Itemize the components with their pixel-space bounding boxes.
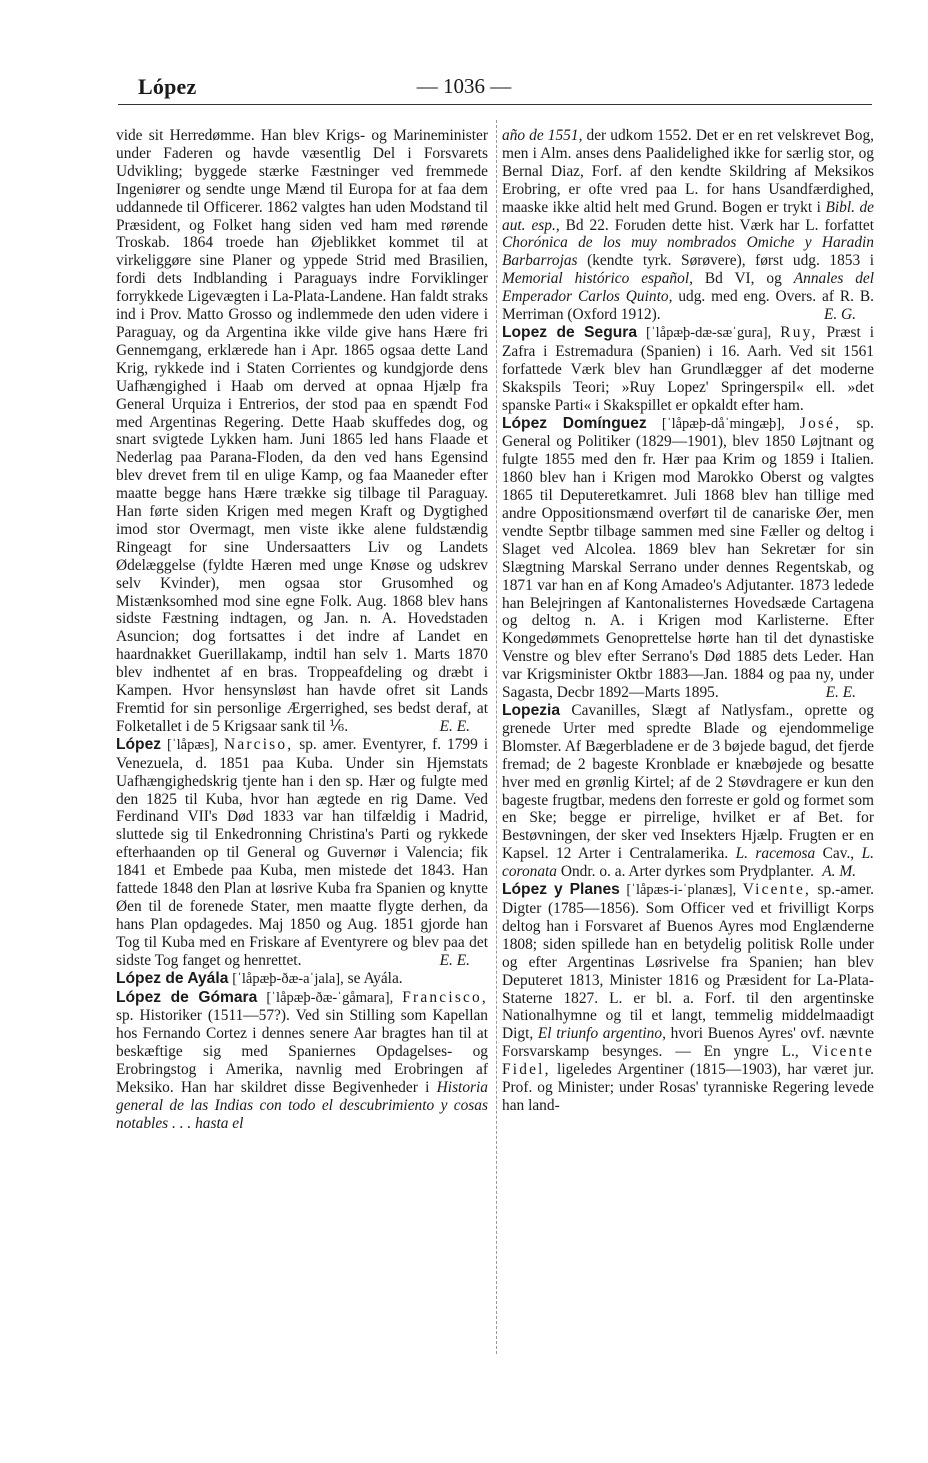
page-number: — 1036 — (416, 74, 512, 98)
paragraph-text: udg. med eng. Overs. af R. B. Merriman (Oxford 1912). (502, 288, 874, 324)
entry-text: Ondr. o. a. Arter dyrkes som Prydplanter. (560, 863, 814, 881)
entry-headword: Lopez de Segura (502, 323, 638, 341)
gomara-continuation-paragraph (502, 127, 874, 324)
pronunciation: [ˈlåpæs], (166, 736, 219, 753)
paragraph-text: (kendte tyrk. Sørøvere), først udg. 1853 i (587, 252, 874, 270)
work-title: Chorónica de los muy nombrados Omiche y Haradin Barbarrojas (502, 234, 874, 270)
right-column (502, 127, 874, 1115)
given-name: Narciso, (224, 735, 294, 753)
entry-text: sp. General og Politiker (1829—1901), blev 1850 Løjtnant og fulgte 1855 med den fr. Hær paa Krim og 1859 i Italien. 1860 blev han i Krigen mod Marokko Oberst og valgtes 1865 til Deputeretkamret. Juli 1868 blev han tillige med andre Oppositionsmænd overført til de canariske Øer, men vendte Septbr tilbage sammen med sine Fæller og deltog i Slaget ved Alcolea. 1869 blev han Sekretær for sin Slægtning Marskal Serrano under dennes Regentskab, og 1871 var han en af Kong Amadeo's Adjutanter. 1873 ledede han Belejringen af Kantonalisternes Hovedsæde Cartagena og deltog n. A. i Krigen mod Karlisterne. Efter Kongedømmets Genoprettelse hørte han til det dynastiske Venstre og blev efter Serrano's Død 1885 dets Leder. Han var Krigsminister Oktbr 1883—Jan. 1884 og paa ny, under Sagasta, Decbr 1892—Marts 1895. (502, 414, 874, 702)
entry-text: Cavanilles, Slægt af Natlysfam., oprette og grenede Urter med spredte Blade og ejendommelige Blomster. Af Bægerbladene er de 3 bøjede bagud, det fjerde fremad; de 2 bageste Kronblade er knæbøjede og besatte hver med en grønlig Kirtel; af de 2 Støvdragere er kun den bageste frugtbar, medens den forreste er gold og formet som en Ske; begge er pirrelige, hvilket er af Bet. for Bestøvningen, der sker ved Insekters Hjælp. Frugten er en Kapsel. 12 Arter i Centralamerika. (502, 702, 874, 863)
bibliography-ref: Bibl. de aut. esp., (502, 198, 874, 234)
given-name: Ruy, (780, 323, 818, 341)
entry-headword: López Domínguez (502, 414, 647, 432)
pronunciation: [ˈlåpæþ-ðæ-aˈjala], (232, 970, 344, 987)
author-signature: E. E. (825, 684, 856, 702)
pronunciation: [ˈlåpæs-i-ˈplanæs], (626, 882, 737, 899)
work-title: El triunfo argentino, (537, 1025, 666, 1043)
entry-lopez-de-segura (502, 324, 874, 415)
page-header (0, 0, 928, 110)
author-signature: E. G. (823, 306, 856, 324)
entry-text: sp. Historiker (1511—57?). Ved sin Stilling som Kapellan hos Fernando Cortez i dennes senere Aar bragtes han til at beskæftige sig med Spaniernes Opdagelses- og Erobringstog i Amerika, navnlig med Erobringen af Meksiko. Han har skildret disse Begivenheder i (116, 1007, 488, 1097)
paragraph-text: der udkom 1552. Det er en ret velskrevet Bog, men i Alm. anses dens Paalidelighed ikke for særlig stor, og Bernal Diaz, Forf. af den kendte Skildring af Meksikos Erobring, er ofte vred paa L. for hans Usandfærdighed, maaske ikke altid helt med Grund. Bogen er trykt i (502, 127, 874, 216)
column-divider (496, 120, 497, 1354)
entry-headword: López y Planes (502, 881, 620, 899)
lopez-continuation-paragraph (116, 127, 488, 736)
given-name: Vicente Fidel, (502, 1043, 874, 1079)
entry-headword: López de Ayála (116, 969, 229, 987)
entry-text: hvori Buenos Ayres' ovf. nævnte Forsvarskamp besynges. — En yngre L., (502, 1025, 874, 1061)
pronunciation: [ˈlåpæþ-ðæ-ˈgåmara], (266, 989, 394, 1006)
species-name: L. racemosa (735, 845, 816, 863)
entry-text: sp. amer. Eventyrer, f. 1799 i Venezuela, d. 1851 paa Kuba. Under sin Hjemstats Uafhængighedskrig tjente han i den sp. Hær og fulgte med den 1825 til Kuba, hvor han ægtede en rig Dame. Ved Ferdinand VII's Død 1833 var han tilfældig i Madrid, sluttede sig til Enkedronning Christina's Parti og rykkede efterhaanden op til General og Guvernør i Valencia; fik 1841 et Embede paa Kuba, men mistede det 1843. Han fattede 1848 den Plan at løsrive Kuba fra Spanien og knytte Øen til de forenede Stater, men maatte flygte derhen, da hans Plan opdagedes. Maj 1850 og Aug. 1851 gjorde han Tog til Kuba med en Friskare af Eventyrere og blev paa det sidste Tog fanget og henrettet. (116, 735, 488, 969)
given-name: Francisco, (402, 988, 488, 1006)
header-rule (118, 104, 872, 105)
pronunciation: [ˈlåpæþ-dæ-sæˈgura], (646, 324, 772, 341)
author-signature: E. E. (439, 717, 470, 735)
entry-text: Præst i Zafra i Estremadura (Spanien) i 16. Aarh. Ved sit 1561 forfattede Værk blev han Grundlægger af det moderne Skakspils Teori; »Ruy Lopez' Springerspil« ell. »det spanske Parti« i Skakspillet er opkaldt efter ham. (502, 323, 874, 414)
author-signature: E. E. (439, 951, 470, 969)
paragraph-text: vide sit Herredømme. Han blev Krigs- og Marineminister under Faderen og havde væsentlig Del i Forsvarets Udvikling; byggede stærke Fæstninger ved fremmede Ingeniører og sendte unge Mænd til Europa for at faa dem uddannede til Officerer. 1862 valgtes han uden Modstand til Præsident, og Folket hang siden ved ham med rørende Troskab. 1864 troede han Øjeblikket kommet til at virkeliggøre sine Planer og yppede Strid med Brasilien, fordi dets Indblanding i Paraguays indre Forviklinger forrykkede Ligevægten i La-Plata-Landene. Han faldt straks ind i Prov. Matto Grosso og indlemmede den uden videre i Paraguay, og da Argentina ikke vilde give hans Hære fri Gennemgang, erklærede han i Apr. 1865 ogsaa dette Land Krig, rykkede ind i Staten Corrientes og kundgjorde dens Uafhængighed i Haab om derved at opnaa Hjælp fra General Urquiza i Entrerios, der stod paa en spændt Fod med Argentinas Regering. Dette Haab skuffedes dog, og snart svigtede Lykken ham. Juni 1865 led hans Flaade et Nederlag paa Parana-Floden, da den ved hans Egensind blev drevet frem til en ulige Kamp, og faa Maaneder efter maatte begge hans Hære trække sig tilbage til Paraguay. Han førte siden Krigen med megen Kraft og Dygtighed imod stor Overmagt, men viste ikke alene fuldstændig Ringeagt for sine Undersaatters Liv og Landets Ødelæggelse (fyldte Hæren med unge Knøse og udskrev selv Kvinder), men ogsaa stor Grusomhed og Mistænksomhed mod sine egne Folk. Aug. 1868 blev hans sidste Fæstning indtagen, og Jan. n. A. Hovedstaden Asuncion; dog fortsattes i det indre af Landet en haardnakket Guerillakamp, indtil han selv 1. Marts 1870 blev indhentet af en bras. Troppeafdeling og dræbt i Kampen. Hvor hensynsløst han havde ofret sit Lands Fremtid for sin personlige Ærgerrighed, ses bedst deraf, at Folketallet i de 5 Krigsaar sank til ⅙. (116, 127, 488, 735)
species-name: L. coronata (502, 845, 874, 881)
work-title: Memorial histórico español, (502, 270, 693, 288)
entry-headword: López (116, 735, 162, 753)
given-name: José, (799, 414, 842, 432)
entry-lopez-y-planes (502, 881, 874, 1115)
author-signature: A. M. (822, 863, 856, 881)
running-headword: López (138, 74, 197, 99)
entry-text: Cav., (822, 845, 855, 863)
left-column (116, 127, 488, 1133)
entry-text: se Ayála. (347, 969, 403, 987)
entry-text: ligeledes Argentiner (1815—1903), har været jur. Prof. og Minister; under Rosas' tyranniske Regering levede han land- (502, 1061, 875, 1114)
work-title: Historia general de las Indias con todo el descubrimiento y cosas notables . . . hasta el (116, 1079, 488, 1132)
pronunciation: [ˈlåpæþ-dåˈmingæþ], (661, 415, 785, 432)
given-name: Vicente, (742, 881, 812, 899)
entry-lopez-de-ayala (116, 970, 488, 989)
entry-lopez-dominguez (502, 415, 874, 703)
paragraph-text: Bd VI, og (704, 270, 782, 288)
entry-lopez-narciso (116, 736, 488, 970)
entry-headword: Lopezia (502, 702, 561, 719)
paragraph-text: Bd 22. Foruden dette hist. Værk har L. forfattet (565, 216, 875, 234)
work-title: año de 1551, (502, 127, 583, 144)
entry-text: sp.-amer. Digter (1785—1856). Som Officer ved et frivilligt Korps deltog han i Forsvaret af Buenos Ayres mod Englænderne 1808; siden spillede han en betydelig politisk Rolle under og efter Argentinas Løsrivelse fra Spanien; han blev Deputeret 1813, Minister 1816 og Præsident for La-Plata-Staterne 1827. L. er bl. a. Forf. til den argentinske Nationalhymne og til et langt, temmelig middelmaadigt Digt, (502, 881, 874, 1043)
entry-lopez-de-gomara (116, 989, 488, 1133)
work-title: Annales del Emperador Carlos Quinto, (502, 270, 875, 306)
entry-headword: López de Gómara (116, 988, 258, 1006)
entry-lopezia (502, 702, 874, 881)
